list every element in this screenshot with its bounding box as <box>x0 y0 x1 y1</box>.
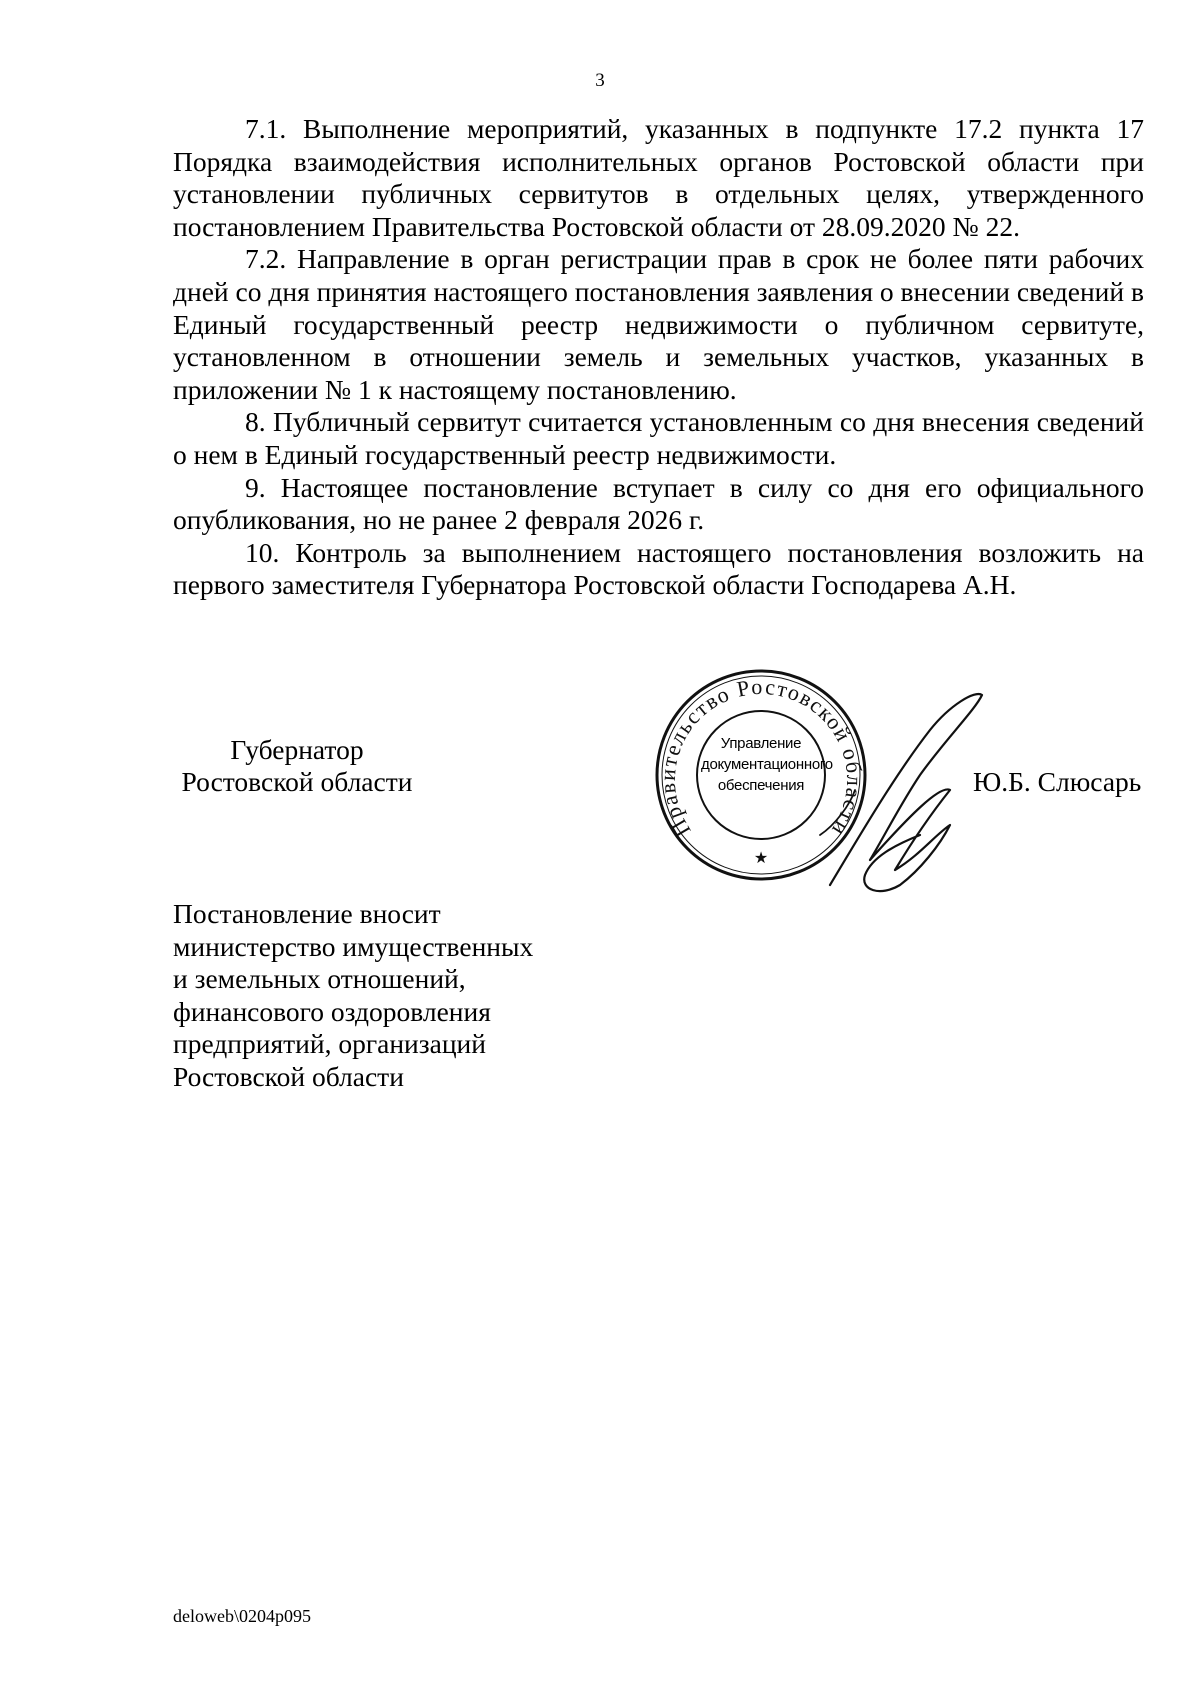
paragraph-7-1: 7.1. Выполнение мероприятий, указанных в подпункте 17.2 пункта 17 Порядка взаимодействия исполнительных органов Ростовской области при установлении публичных сервитутов в отдельных целях, утвержденного постановлением Правительства Ростовской области от 28.09.2020 № 22. <box>173 113 1144 242</box>
submitter-line: и земельных отношений, <box>173 963 466 995</box>
seal-center-line3: обеспечения <box>717 777 805 794</box>
page-number: 3 <box>595 70 605 91</box>
document-body <box>173 113 1144 602</box>
paragraph-8: 8. Публичный сервитут считается установленным со дня внесения сведений о нем в Единый государственный реестр недвижимости. <box>173 406 1144 470</box>
seal-center-line2: документационного <box>701 756 833 773</box>
paragraph-7-2: 7.2. Направление в орган регистрации прав в срок не более пяти рабочих дней со дня принятия настоящего постановления заявления о внесении сведений в Единый государственный реестр недвижимости о публичном сервитуте, установленном в отношении земель и земельных участков, указанных в приложении № 1 к настоящему постановлению. <box>173 243 1144 405</box>
signer-name: Ю.Б. Слюсарь <box>973 766 1142 797</box>
submitter-line: Ростовской области <box>173 1060 404 1092</box>
signer-title-line1: Губернатор <box>230 734 364 765</box>
seal-star-icon: ★ <box>753 850 769 867</box>
signer-title <box>177 734 417 798</box>
paragraph-10: 10. Контроль за выполнением настоящего постановления возложить на первого заместителя Губернатора Ростовской области Господарева А.Н. <box>173 536 1144 601</box>
submitter-line: финансового оздоровления <box>173 995 491 1027</box>
submitter-note <box>173 898 593 1094</box>
handwritten-signature <box>800 685 990 895</box>
signer-title-line2: Ростовской области <box>181 766 413 797</box>
submitter-line: Постановление вносит <box>173 898 441 929</box>
seal-center-line1: Управление <box>720 735 802 752</box>
signature-block <box>0 665 1200 905</box>
submitter-line: предприятий, организаций <box>173 1028 486 1060</box>
footer-document-code: deloweb\0204p095 <box>173 1606 311 1626</box>
submitter-line: министерство имущественных <box>173 930 534 962</box>
paragraph-9: 9. Настоящее постановление вступает в силу со дня его официального опубликования, но не ранее 2 февраля 2026 г. <box>173 471 1144 536</box>
seal-ring-text: Правительство Ростовской области <box>654 673 868 842</box>
